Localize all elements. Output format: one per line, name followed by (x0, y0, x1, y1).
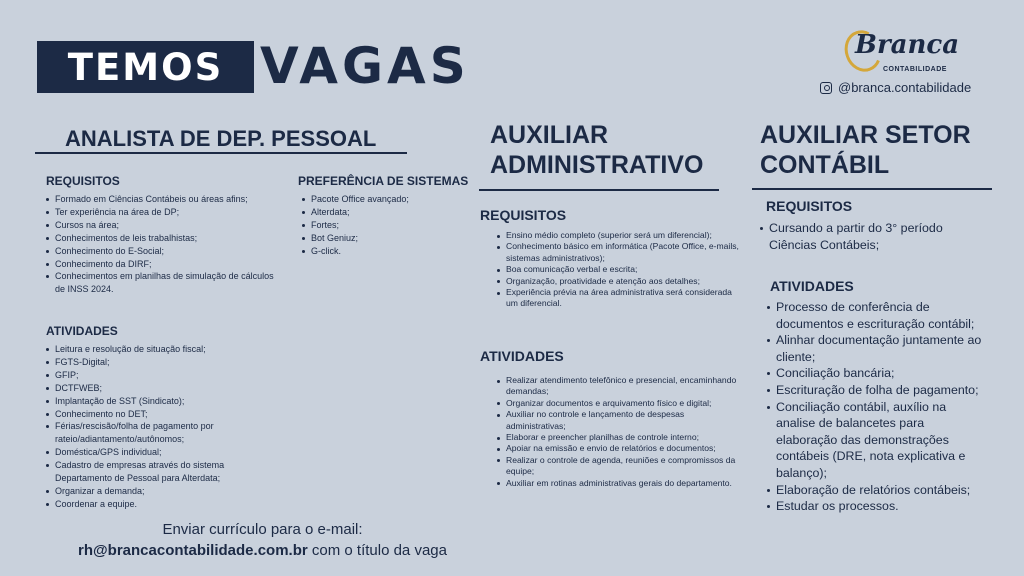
list-item: Cursos na área; (46, 219, 281, 232)
list-item: Cursando a partir do 3° período Ciências Contábeis; (760, 220, 960, 253)
list-item: Bot Geniuz; (302, 232, 462, 245)
list-item: Elaboração de relatórios contábeis; (767, 482, 987, 499)
logo-name: Branca (855, 30, 960, 60)
list-item: Organizar documentos e arquivamento físico e digital; (497, 398, 742, 409)
list-item: Experiência prévia na área administrativa será considerada um diferencial. (497, 287, 742, 310)
logo-subtitle: CONTABILIDADE (883, 66, 947, 73)
footer-instruction: Enviar currículo para o e-mail: (162, 521, 363, 538)
footer-suffix: com o título da vaga (307, 542, 447, 559)
list-item: Auxiliar no controle e lançamento de despesas administrativas; (497, 409, 742, 432)
list-item: Organização, proatividade e atenção aos detalhes; (497, 276, 742, 287)
job2-title: AUXILIAR ADMINISTRATIVO (490, 121, 704, 179)
job1-preferencia-list (302, 193, 462, 258)
job1-preferencia-heading: PREFERÊNCIA DE SISTEMAS (298, 174, 469, 188)
list-item: Ter experiência na área de DP; (46, 206, 281, 219)
list-item: Conciliação bancária; (767, 365, 987, 382)
job3-atividades-list (767, 299, 987, 515)
job3-title: AUXILIAR SETOR CONTÁBIL (760, 121, 971, 179)
list-item: Leitura e resolução de situação fiscal; (46, 343, 281, 356)
list-item: Realizar o controle de agenda, reuniões e compromissos da equipe; (497, 455, 742, 478)
list-item: Organizar a demanda; (46, 485, 281, 498)
job3-requisitos-list (760, 220, 960, 253)
job1-requisitos-list (46, 193, 281, 296)
footer-email[interactable]: rh@brancacontabilidade.com.br (78, 542, 308, 559)
job1-atividades-list (46, 343, 281, 511)
job1-requisitos-heading: REQUISITOS (46, 174, 120, 188)
header-temos-box (37, 41, 254, 93)
list-item: Fortes; (302, 219, 462, 232)
job2-requisitos-heading: REQUISITOS (480, 207, 567, 223)
list-item: Conciliação contábil, auxílio na analise de balancetes para elaboração das demonstrações contábeis (DRE, nota explicativa e balanço); (767, 399, 987, 482)
job2-requisitos-list (497, 230, 742, 310)
list-item: Formado em Ciências Contábeis ou áreas afins; (46, 193, 281, 206)
header-temos-text: TEMOS (67, 45, 224, 89)
list-item: Conhecimentos de leis trabalhistas; (46, 232, 281, 245)
job2-atividades-heading: ATIVIDADES (480, 348, 564, 364)
list-item: Escrituração de folha de pagamento; (767, 382, 987, 399)
job2-divider (479, 189, 719, 191)
list-item: Elaborar e preencher planilhas de controle interno; (497, 432, 742, 443)
list-item: Conhecimentos em planilhas de simulação de cálculos de INSS 2024. (46, 270, 281, 296)
job1-atividades-heading: ATIVIDADES (46, 324, 118, 338)
list-item: Realizar atendimento telefônico e presencial, encaminhando demandas; (497, 375, 742, 398)
list-item: G-click. (302, 245, 462, 258)
list-item: Estudar os processos. (767, 498, 987, 515)
job3-requisitos-heading: REQUISITOS (766, 198, 853, 214)
job1-title: ANALISTA DE DEP. PESSOAL (65, 126, 377, 151)
header-vagas-text: VAGAS (260, 37, 470, 95)
list-item: Conhecimento básico em informática (Pacote Office, e-mails, sistemas administrativos); (497, 241, 742, 264)
list-item: Férias/rescisão/folha de pagamento por rateio/adiantamento/autônomos; (46, 420, 281, 446)
list-item: Ensino médio completo (superior será um diferencial); (497, 230, 742, 241)
list-item: Alinhar documentação juntamente ao cliente; (767, 332, 987, 365)
job3-atividades-heading: ATIVIDADES (770, 278, 854, 294)
job2-atividades-list (497, 375, 742, 489)
brand-logo (843, 28, 960, 78)
list-item: Doméstica/GPS individual; (46, 446, 281, 459)
list-item: Apoiar na emissão e envio de relatórios e documentos; (497, 443, 742, 454)
list-item: Pacote Office avançado; (302, 193, 462, 206)
instagram-icon (820, 82, 832, 94)
job3-divider (752, 188, 992, 190)
list-item: Alterdata; (302, 206, 462, 219)
list-item: GFIP; (46, 369, 281, 382)
list-item: Cadastro de empresas através do sistema Departamento de Pessoal para Alterdata; (46, 459, 281, 485)
list-item: Conhecimento no DET; (46, 408, 281, 421)
list-item: Auxiliar em rotinas administrativas gerais do departamento. (497, 478, 742, 489)
instagram-handle-text: @branca.contabilidade (838, 80, 972, 95)
job1-divider (35, 152, 407, 154)
list-item: Conhecimento do E-Social; (46, 245, 281, 258)
list-item: DCTFWEB; (46, 382, 281, 395)
list-item: Implantação de SST (Sindicato); (46, 395, 281, 408)
footer-contact (0, 542, 520, 559)
instagram-handle (820, 80, 971, 95)
list-item: Conhecimento da DIRF; (46, 258, 281, 271)
list-item: Processo de conferência de documentos e escrituração contábil; (767, 299, 987, 332)
list-item: FGTS-Digital; (46, 356, 281, 369)
list-item: Boa comunicação verbal e escrita; (497, 264, 742, 275)
list-item: Coordenar a equipe. (46, 498, 281, 511)
